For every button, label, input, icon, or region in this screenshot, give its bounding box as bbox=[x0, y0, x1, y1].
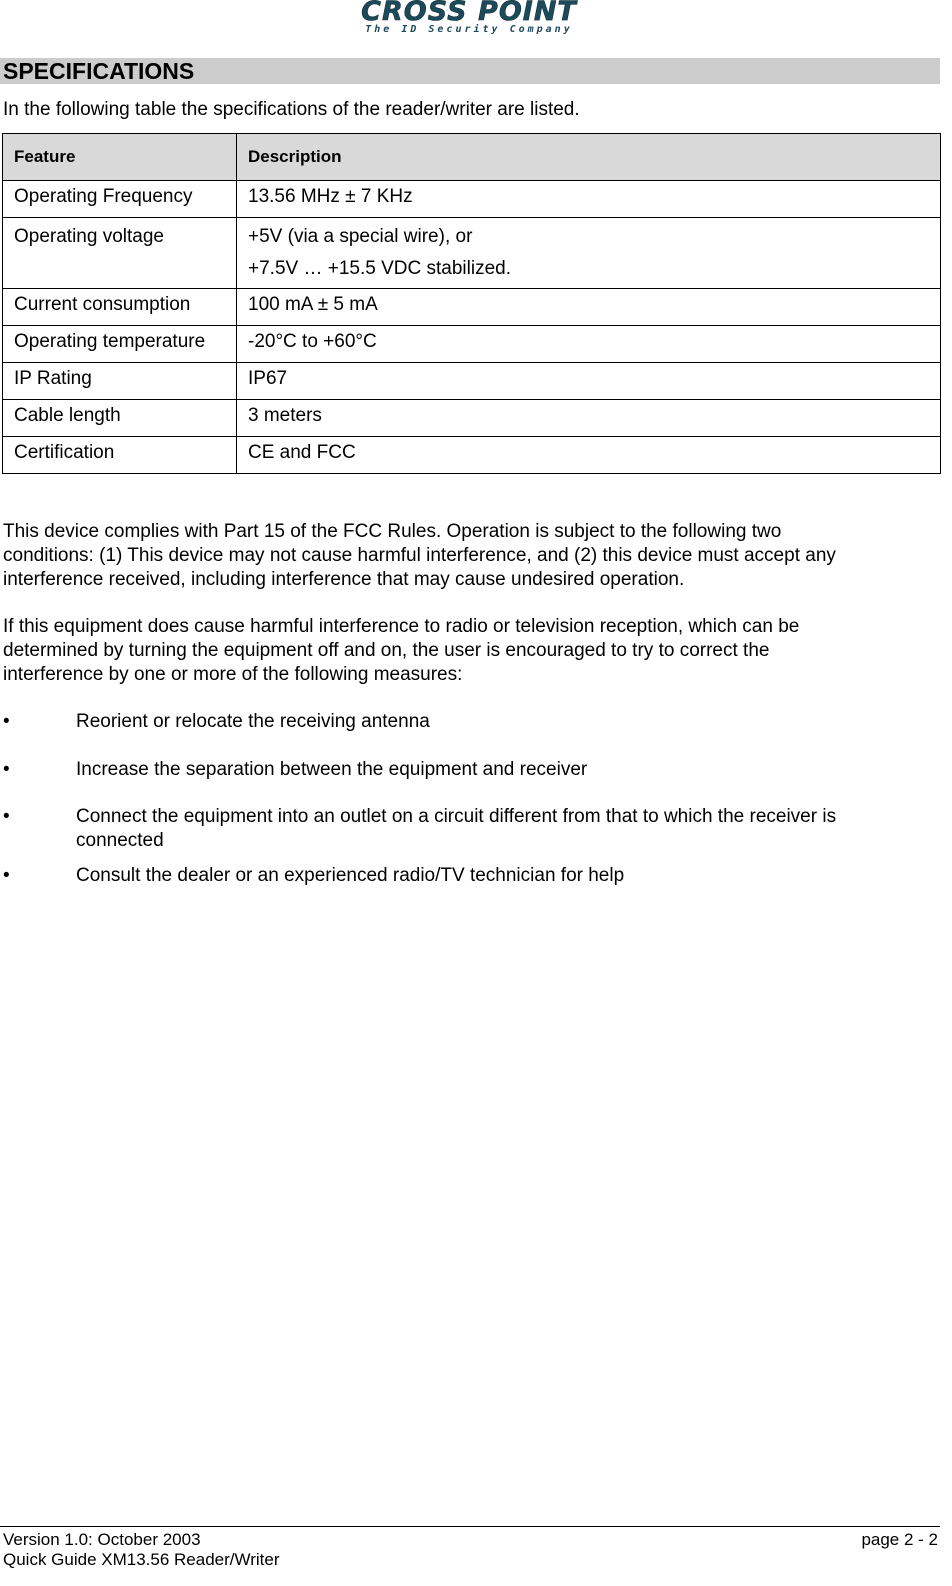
table-row bbox=[3, 181, 941, 218]
description-cell: -20°C to +60°C bbox=[237, 326, 941, 363]
paragraph-line: determined by turning the equipment off and on, the user is encouraged to try to correct the bbox=[3, 640, 770, 661]
interference-paragraph bbox=[3, 615, 943, 687]
description-cell: IP67 bbox=[237, 363, 941, 400]
feature-cell: Operating Frequency bbox=[3, 181, 237, 218]
column-header-description: Description bbox=[237, 134, 941, 181]
table-row bbox=[3, 363, 941, 400]
list-item-text bbox=[76, 805, 936, 853]
logo-wordmark: CROSS POINT bbox=[361, 0, 577, 27]
bullet-marker: • bbox=[3, 759, 10, 780]
feature-cell bbox=[3, 218, 237, 289]
table-header-row bbox=[3, 134, 941, 181]
intro-text: In the following table the specifications of the reader/writer are listed. bbox=[3, 99, 580, 120]
specifications-table bbox=[2, 133, 941, 474]
feature-cell: Certification bbox=[3, 437, 237, 474]
paragraph-line: interference received, including interference that may cause undesired operation. bbox=[3, 569, 685, 590]
paragraph-line: This device complies with Part 15 of the FCC Rules. Operation is subject to the following two bbox=[3, 521, 782, 542]
description-cell bbox=[237, 218, 941, 289]
list-item-text: Reorient or relocate the receiving antenna bbox=[76, 711, 430, 732]
description-cell: 3 meters bbox=[237, 400, 941, 437]
description-cell: 100 mA ± 5 mA bbox=[237, 289, 941, 326]
table-row bbox=[3, 437, 941, 474]
bullet-marker: • bbox=[3, 711, 10, 732]
column-header-feature: Feature bbox=[3, 134, 237, 181]
table-row bbox=[3, 289, 941, 326]
feature-cell: IP Rating bbox=[3, 363, 237, 400]
fcc-compliance-paragraph bbox=[3, 520, 943, 592]
description-cell: CE and FCC bbox=[237, 437, 941, 474]
paragraph-line: If this equipment does cause harmful interference to radio or television reception, which can be bbox=[3, 616, 800, 637]
bullet-marker: • bbox=[3, 806, 10, 827]
footer-divider bbox=[0, 1526, 940, 1527]
table-row bbox=[3, 400, 941, 437]
logo-tagline: The ID Security Company bbox=[365, 24, 573, 35]
bullet-marker: • bbox=[3, 865, 10, 886]
list-item-line: Connect the equipment into an outlet on a circuit different from that to which the receiver is bbox=[76, 806, 837, 827]
footer-version: Version 1.0: October 2003 bbox=[3, 1530, 201, 1549]
table-row bbox=[3, 218, 941, 289]
list-item-line: connected bbox=[76, 830, 164, 851]
feature-cell: Cable length bbox=[3, 400, 237, 437]
company-logo bbox=[358, 0, 580, 38]
description-line: +7.5V … +15.5 VDC stabilized. bbox=[248, 258, 511, 279]
paragraph-line: interference by one or more of the following measures: bbox=[3, 664, 463, 685]
section-title: SPECIFICATIONS bbox=[3, 58, 195, 84]
footer-guide-title: Quick Guide XM13.56 Reader/Writer bbox=[3, 1550, 280, 1569]
list-item-text: Increase the separation between the equipment and receiver bbox=[76, 759, 588, 780]
footer-page-number: page 2 - 2 bbox=[861, 1530, 938, 1549]
table-row bbox=[3, 326, 941, 363]
paragraph-line: conditions: (1) This device may not cause harmful interference, and (2) this device must accept any bbox=[3, 545, 836, 566]
feature-text: Operating voltage bbox=[14, 226, 164, 247]
list-item-text: Consult the dealer or an experienced radio/TV technician for help bbox=[76, 865, 625, 886]
feature-cell: Operating temperature bbox=[3, 326, 237, 363]
feature-cell: Current consumption bbox=[3, 289, 237, 326]
description-cell: 13.56 MHz ± 7 KHz bbox=[237, 181, 941, 218]
description-line: +5V (via a special wire), or bbox=[248, 226, 473, 247]
